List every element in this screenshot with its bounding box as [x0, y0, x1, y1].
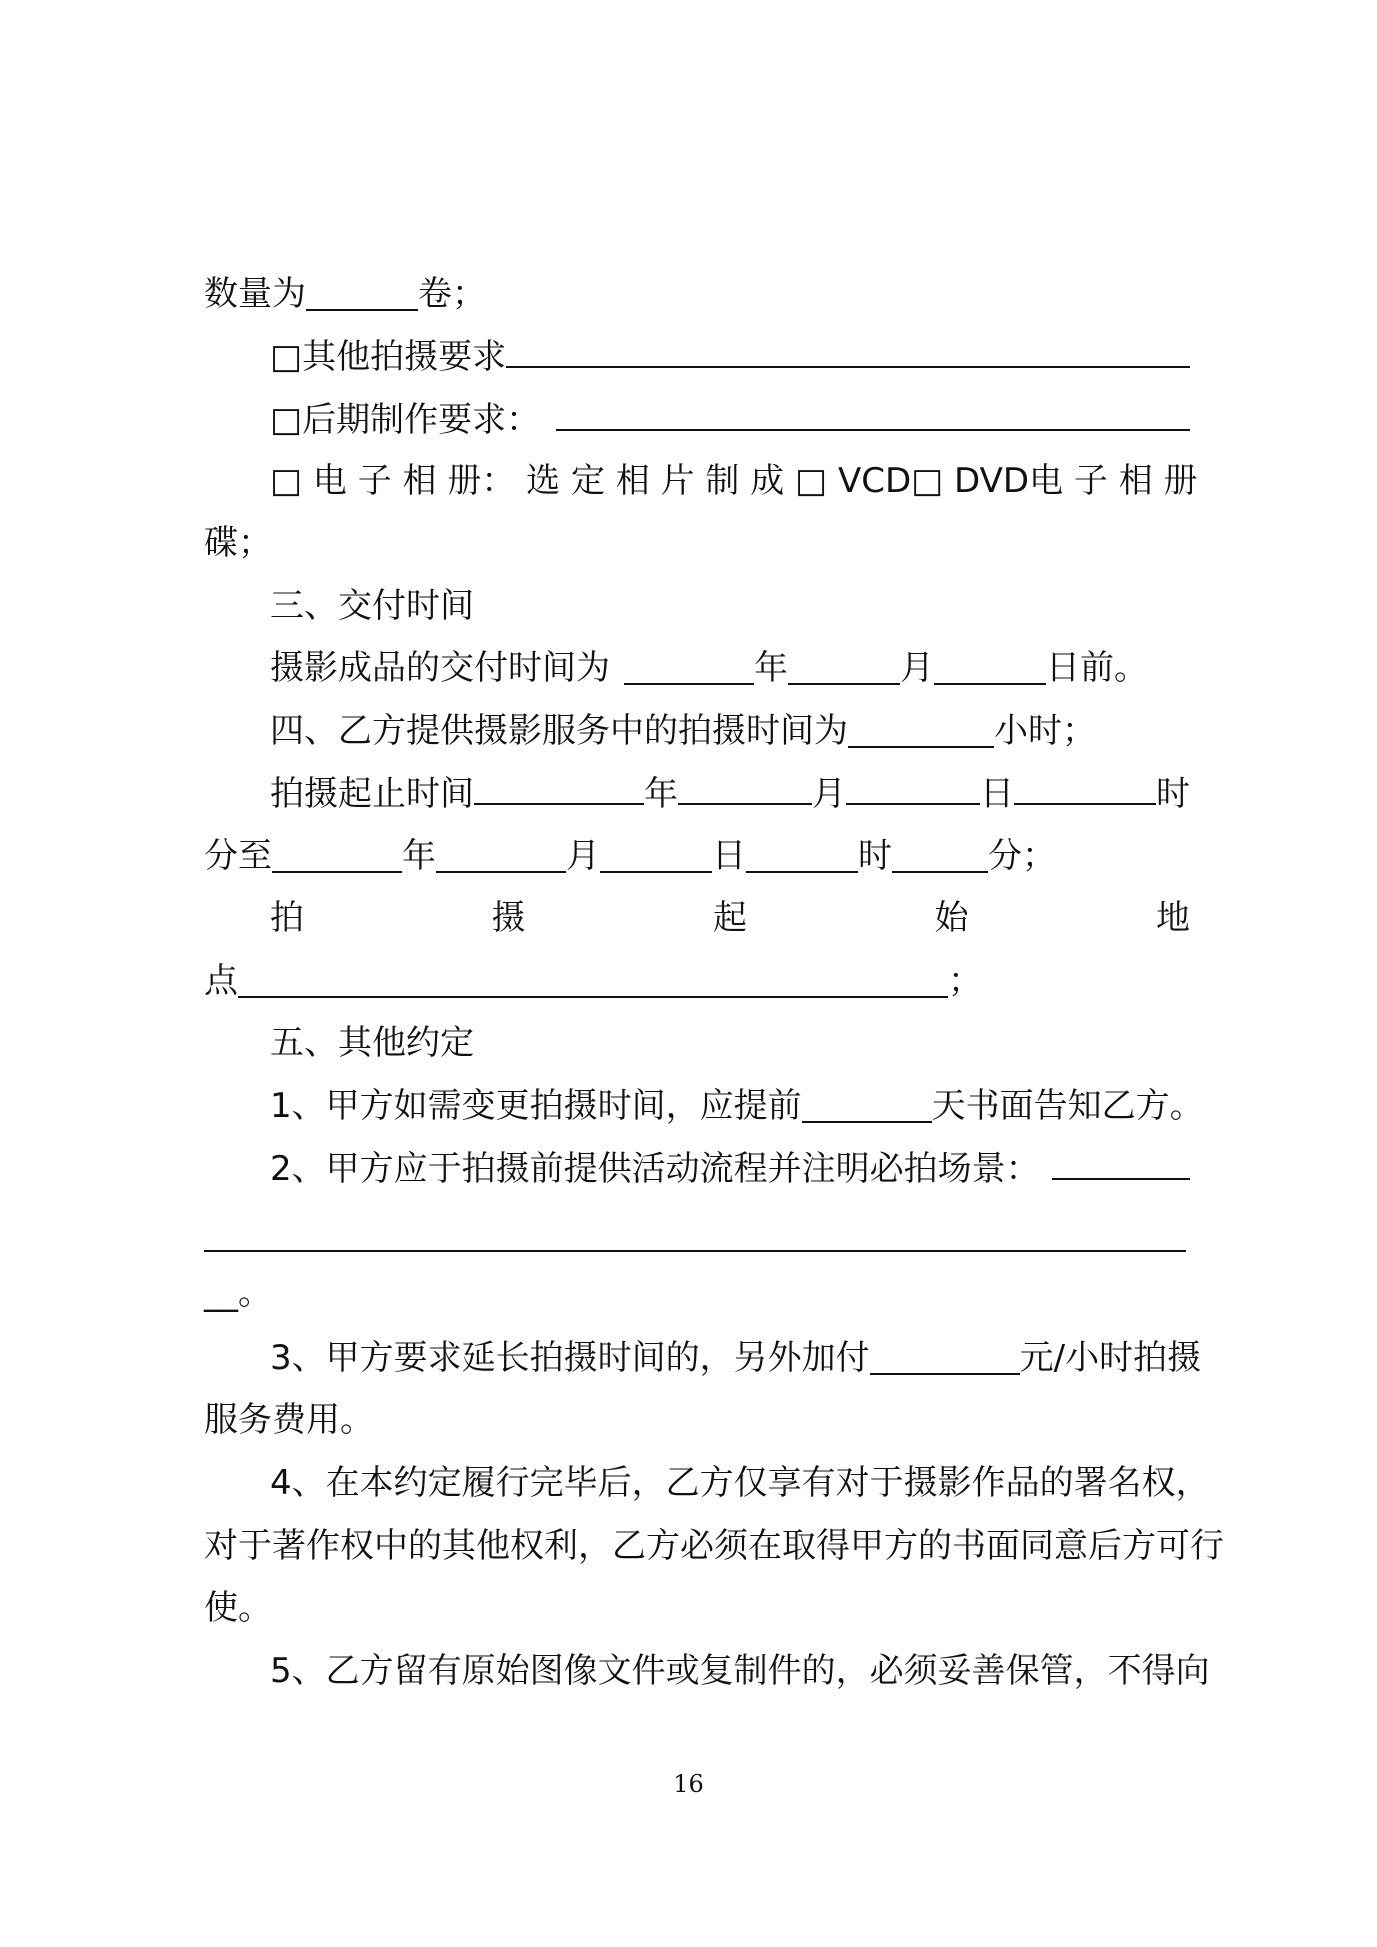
line-scenes-end: __。 [204, 1273, 272, 1313]
clause-4-cont: 对于著作权中的其他权利，乙方必须在取得甲方的书面同意后方可行 [204, 1526, 1224, 1566]
blank-end-year[interactable] [272, 833, 402, 873]
page-number: 16 [673, 1770, 704, 1798]
blank-month[interactable] [788, 645, 900, 685]
blank-end-minute[interactable] [892, 833, 988, 873]
clause-2: 2、甲方应于拍摄前提供活动流程并注明必拍场景： [270, 1140, 1190, 1196]
line-location-label: 拍 摄 起 始 地 [270, 898, 1190, 938]
line-electronic-album: □ 电 子 相 册： 选 定 相 片 制 成 □ VCD □ DVD 电 子 相 册 [270, 461, 1198, 501]
line-shooting-start: 拍摄起止时间 年 月 日 时 [270, 765, 1190, 821]
line-shooting-hours: 四、乙方提供摄影服务中的拍摄时间为 小时； [270, 703, 1190, 759]
blank-day[interactable] [934, 645, 1046, 685]
clause-1: 1、甲方如需变更拍摄时间，应提前 天书面告知乙方。 [270, 1078, 1190, 1134]
blank-year[interactable] [624, 645, 754, 685]
blank-hours[interactable] [848, 708, 994, 748]
blank-extra-fee[interactable] [870, 1335, 1020, 1375]
line-other-requirements: □其他拍摄要求 [270, 328, 1190, 384]
line-delivery-date: 摄影成品的交付时间为 年 月 日前。 [270, 640, 1190, 696]
blank-required-scenes-continued[interactable] [204, 1250, 1186, 1252]
clause-3-cont: 服务费用。 [204, 1400, 374, 1440]
blank-required-scenes[interactable] [1052, 1140, 1190, 1180]
blank-end-hour[interactable] [746, 833, 858, 873]
clause-4: 4、在本约定履行完毕后，乙方仅享有对于摄影作品的署名权， [270, 1463, 1210, 1503]
blank-start-day[interactable] [846, 765, 980, 805]
blank-notice-days[interactable] [802, 1083, 932, 1123]
blank-start-year[interactable] [474, 765, 644, 805]
line-quantity: 数量为 卷； [204, 266, 1190, 322]
section-heading-delivery: 三、交付时间 [270, 586, 474, 626]
blank-start-hour[interactable] [1014, 765, 1156, 805]
blank-other-requirements[interactable] [506, 328, 1190, 368]
blank-quantity[interactable] [306, 271, 418, 311]
clause-4-end: 使。 [204, 1588, 272, 1628]
clause-5: 5、乙方留有原始图像文件或复制件的，必须妥善保管，不得向 [270, 1651, 1210, 1691]
clause-3: 3、甲方要求延长拍摄时间的，另外加付 元/小时拍摄 [270, 1330, 1190, 1386]
blank-end-day[interactable] [600, 833, 712, 873]
blank-location[interactable] [238, 958, 948, 998]
blank-start-month[interactable] [678, 765, 812, 805]
line-post-production: □后期制作要求： [270, 391, 1190, 447]
line-disc: 碟； [204, 523, 272, 563]
line-shooting-end: 分至 年 月 日 时 分； [204, 828, 1190, 884]
line-location: 点 ； [204, 953, 1190, 1009]
section-heading-other: 五、其他约定 [270, 1023, 474, 1063]
blank-end-month[interactable] [436, 833, 566, 873]
blank-post-production[interactable] [556, 391, 1190, 431]
